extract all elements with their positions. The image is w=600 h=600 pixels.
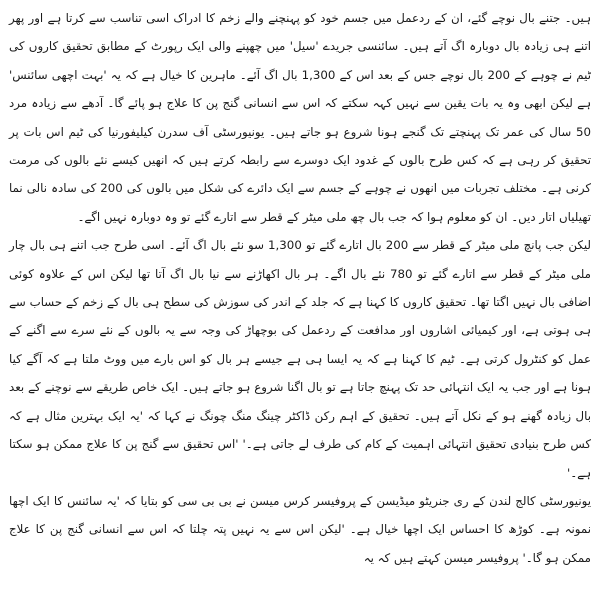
article-paragraph: یونیورسٹی کالج لندن کے ری جنریٹو میڈیسن کے پروفیسر کرس میسن نے بی بی سی کو بتایا کہ 'یہ سائنس کا ایک اچھا نمونہ ہے۔ کوڑھ کا احساس ایک اچھا خیال ہے۔ 'لیکن اس سے یہ نہیں پتہ چلتا کہ اس سے انسانی گنج پن کا علاج ممکن ہو گا۔' پروفیسر میسن کہتے ہیں کہ یہ [9,493,591,565]
article-paragraph: ہیں۔ جتنے بال نوچے گئے، ان کے ردعمل میں جسم خود کو پہنچنے والے زخم کا ادراک اسی تناسب سے کرتا ہے اور پھر اتنے ہی زیادہ بال دوبارہ اگ آتے ہیں۔ سائنسی جریدے 'سیل' میں چھپنے والی ایک رپورٹ کے مطابق تحقیق کاروں کی ٹیم نے چوہے کے 200 بال نوچے جس کے بعد اس کے 1,300 بال اگ آئے۔ ماہرین کا خیال ہے کہ یہ 'بہت اچھی سائنس' ہے لیکن ابھی وہ یہ بات یقین سے نہیں کہہ سکتے کہ اس سے انسانی گنج پن کا علاج ہو پائے گا۔ آدھے سے زیادہ مرد 50 سال کی عمر تک پہنچتے تک گنجے ہونا شروع ہو جاتے ہیں۔ یونیورسٹی آف سدرن کیلیفورنیا کی ٹیم اس بات پر تحقیق کر رہی ہے کہ کس طرح بالوں کے غدود ایک دوسرے سے رابطہ کرتے ہیں کہ انھیں کیسے نئے بالوں کی مرمت کرنی ہے۔ مختلف تجربات میں انھوں نے چوہے کے جسم سے ایک دائرے کی شکل میں بالوں کی 200 کی سادہ نالی نما تھیلیاں اتار دیں۔ ان کو معلوم ہوا کہ جب بال چھ ملی میٹر کے قطر سے اتارے گئے تو وہ دوبارہ نہیں اگے۔ [9,11,592,224]
article-paragraph: لیکن جب پانچ ملی میٹر کے قطر سے 200 بال اتارے گئے تو 1,300 سو نئے بال اگ آئے۔ اسی طرح جب اتنے ہی بال چار ملی میٹر کے قطر سے اتارے گئے تو 780 نئے بال اگے۔ ہر بال اکھاڑنے سے نیا بال اگ آتا تھا لیکن اس کے علاوہ کوئی اضافی بال نہیں اگتا تھا۔ تحقیق کاروں کا کہنا ہے کہ جلد کے اندر کی سوزش کی سطح ہی بال کے زخم کے حساب سے ہی ہوتی ہے، اور کیمیائی اشاروں اور مدافعت کے ردعمل کی بوچھاڑ کی وجہ سے یہ بالوں کے نئے سرے سے اگنے کے عمل کو کنٹرول کرتی ہے۔ ٹیم کا کہنا ہے کہ یہ ایسا ہی ہے جیسے ہر بال کو اس بارے میں ووٹ ملتا ہے کہ آگے کیا ہونا ہے اور جب یہ ایک انتہائی حد تک پہنچ جاتا ہے تو بال اگنا شروع ہو جاتے ہیں۔ ایک خاص طریقے سے نوچنے کے بعد بال زیادہ گھنے ہو کے نکل آتے ہیں۔ تحقیق کے اہم رکن ڈاکٹر چینگ منگ چونگ نے کہا کہ 'یہ ایک بہترین مثال ہے کہ کس طرح بنیادی تحقیق انتہائی اہمیت کے کام کی طرف لے جاتی ہے۔' 'اس تحقیق سے گنج پن کا علاج ممکن ہو سکتا ہے۔' [9,238,592,480]
article-body [9,4,591,572]
